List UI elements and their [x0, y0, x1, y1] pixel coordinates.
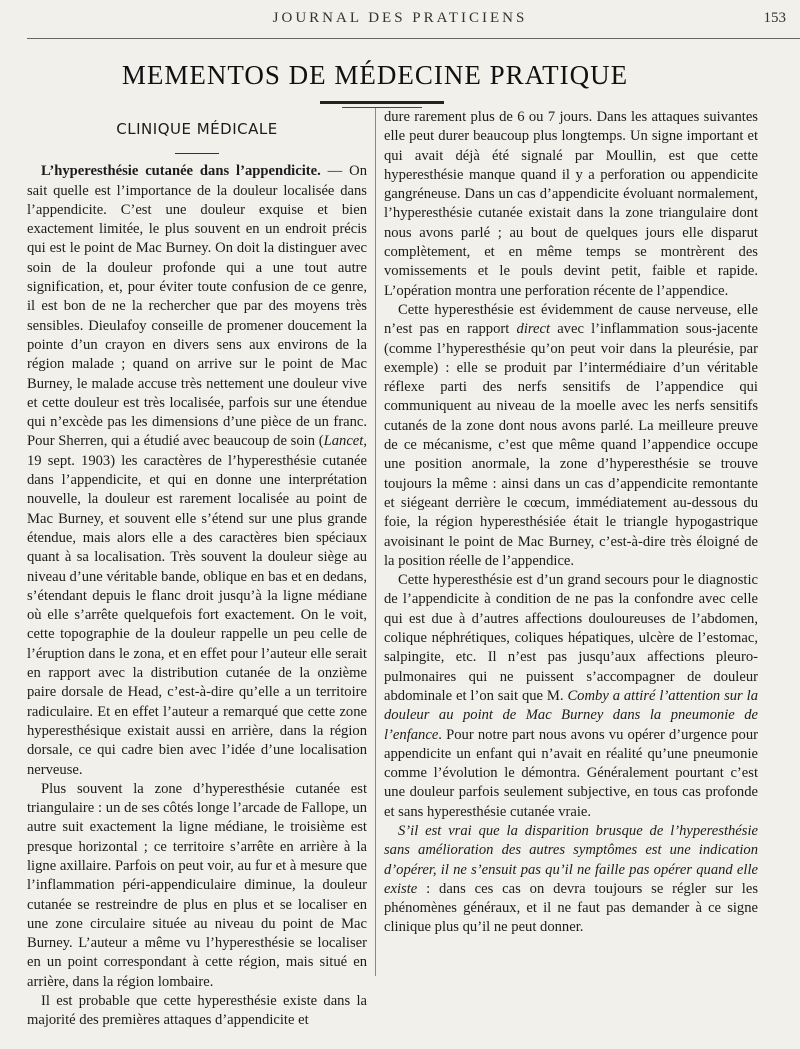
- paragraph: [27, 162, 367, 780]
- right-column: [384, 108, 758, 938]
- header-rule: [27, 38, 800, 39]
- left-column: [27, 110, 367, 1031]
- title-rule: [320, 101, 444, 104]
- paragraph: Plus souvent la zone d’hyperesthésie cutanée est triangulaire : un de ses côtés longe l’arcade de Fallope, un autre suit exactement la ligne médiane, le troisième est presque horizontal ; ce territoire s’arrête en arrière à la ligne axillaire. Parfois on peut voir, au fur et à mesure que l’inflammation péri-appendiculaire diminue, la douleur cutanée se restreindre de plus en plus et se localiser en une zone circulaire située au niveau du point de Mac Burney. L’auteur a même vu l’hyperesthésie se localiser en un point correspondant à cette région, mais situé en arrière, dans la région lombaire.: [27, 780, 367, 990]
- running-header: [0, 10, 800, 30]
- paragraph: dure rarement plus de 6 ou 7 jours. Dans les attaques suivantes elle peut durer beaucoup plus longtemps. Un signe important et qui avait déjà été signalé par Moullin, est que cette hyperesthésie manque quand il y a perforation ou appendicite gangréneuse. Dans un cas d’appendicite évoluant normalement, l’hyperesthésie cutanée existait dans la zone triangulaire dont nous avons parlé ; au bout de quelques jours elle disparut complètement, et en même temps se montrèrent des vomissements et le pouls devint petit, faible et rapide. L’opération montra une perforation récente de l’appendice.: [384, 109, 758, 299]
- paragraph: [384, 301, 758, 571]
- paragraph-text: Cette hyperesthésie est évidemment de cause nerveuse, elle n’est pas en rapport: [384, 301, 758, 338]
- paragraph-text: , 19 sept. 1903) les caractères de l’hyperesthésie cutanée dans l’appendicite, et qui en donne une interprétation nouvelle, la douleur est rarement localisée au point de Mac Burney, et souvent elle s’étend sur une plus grande étendue, mais alors elle a des caractères bien spéciaux quant à sa localisation. Très souvent la douleur siège au niveau d’une véritable bande, oblique en bas et en dedans, s’étendant depuis le flanc droit jusqu’à la ligne médiane où elle s’arrête quelquefois fort exactement. On le voit, cette topographie de la douleur rappelle un peu celle de l’éruption dans le zona, et en effet pour l’auteur elle serait en rapport avec la distribution cutanée de la onzième paire dorsale de Head, c’est-à-dire qu’elle a un territoire radiculaire. Et en effet l’auteur a remarqué que cette zone hyperesthésique existait aussi en arrière, dans la région dorsale, ce qui cadre bien avec l’idée d’une localisation nerveuse.: [27, 433, 367, 778]
- page-title: MEMENTOS DE MÉDECINE PRATIQUE: [121, 60, 629, 90]
- paragraph-text: . Pour notre part nous avons vu opérer d’urgence pour appendicite un enfant qui n’avait en réalité qu’une pneumonie comme l’évolution le démontra. Généralement pourtant c’est une douleur parfois seulement subjective, en tous cas profonde et sans hyperesthésie cutanée vraie.: [384, 726, 758, 820]
- journal-title: JOURNAL DES PRATICIENS: [272, 10, 528, 26]
- paragraph-text: avec l’inflammation sous-jacente (comme l’hyperesthésie qu’on peut voir dans la pleurésie, par exemple) : elle se produit par l’intermédiaire d’un véritable réflexe parti des nerfs sensitifs de l’appendice qui communiquent au niveau de la moelle avec les nerfs sensitifs cutanés de la zone dont nous avons parlé. La meilleure preuve de ce mécanisme, c’est que même quand l’appendice occupe une position anormale, la zone d’hyperesthésie se trouve toujours la même : ainsi dans un cas d’appendicite remontante et siégeant derrière le cœcum, immédiatement au-dessous du foie, la région hyperesthésiée était le triangle hypogastrique avoisinant le point de Mac Burney, c’est-à-dire très éloigné de la position réelle de l’appendice.: [384, 321, 758, 569]
- citation-journal: Lancet: [323, 433, 364, 450]
- paragraph: Il est probable que cette hyperesthésie existe dans la majorité des premières attaques d’appendicite et: [27, 993, 367, 1029]
- paragraph: [384, 822, 758, 938]
- section-heading: CLINIQUE MÉDICALE: [116, 120, 278, 138]
- page-number: 153: [763, 10, 786, 26]
- article-lead: L’hyperesthésie cutanée dans l’appendicite.: [41, 163, 321, 180]
- paragraph-text: : dans ces cas on devra toujours se régler sur les phénomènes généraux, et il ne faut pas demander à ce signe clinique plus qu’il ne peut donner.: [384, 880, 758, 936]
- paragraph-text: — On sait quelle est l’importance de la douleur localisée dans l’appendicite. C’est une douleur exquise et bien exactement limitée, le plus souvent en un endroit précis qui est le point de Mac Burney. On doit la distinguer avec soin de la douleur profonde qui a une tout autre signification, et, pour éviter toute confusion de ce genre, il est bon de ne la rechercher que par des moyens très sensibles. Dieulafoy conseille de promener doucement la pointe d’un crayon en divers sens aux environs de la région malade ; quand on arrive sur le point de Mac Burney, le malade accuse très nettement une douleur vive et cette douleur est très localisée, parfois sur une étendue qui n’excède pas les dimensions d’une pièce de un franc. Pour Sherren, qui a étudié avec beaucoup de soin (: [27, 163, 367, 450]
- paragraph: [384, 571, 758, 822]
- emphasis: S’il est vrai que la disparition brusque de l’hyperesthésie sans amélioration des autres symptômes est une indication d’opérer, il ne s’ensuit pas qu’il ne faille pas opérer quand elle existe: [384, 822, 758, 897]
- paragraph-text: Cette hyperesthésie est d’un grand secours pour le diagnostic de l’appendicite à condition de ne pas la confondre avec celle qui est due à d’autres affections douloureuses de l’abdomen, colique néphrétiques, coliques hépatiques, ulcère de l’estomac, salpingite, etc. Il n’est pas jusqu’aux affections pleuro-pulmonaires qui ne puissent s’accompagner de douleur abdominale et l’on sait que M.: [384, 572, 758, 704]
- section-rule: [175, 153, 219, 154]
- column-divider: [375, 108, 376, 976]
- emphasis: direct: [516, 321, 551, 338]
- emphasis: Comby a attiré l’attention sur la douleur au point de Mac Burney dans la pneumonie de l’enfance: [384, 687, 758, 743]
